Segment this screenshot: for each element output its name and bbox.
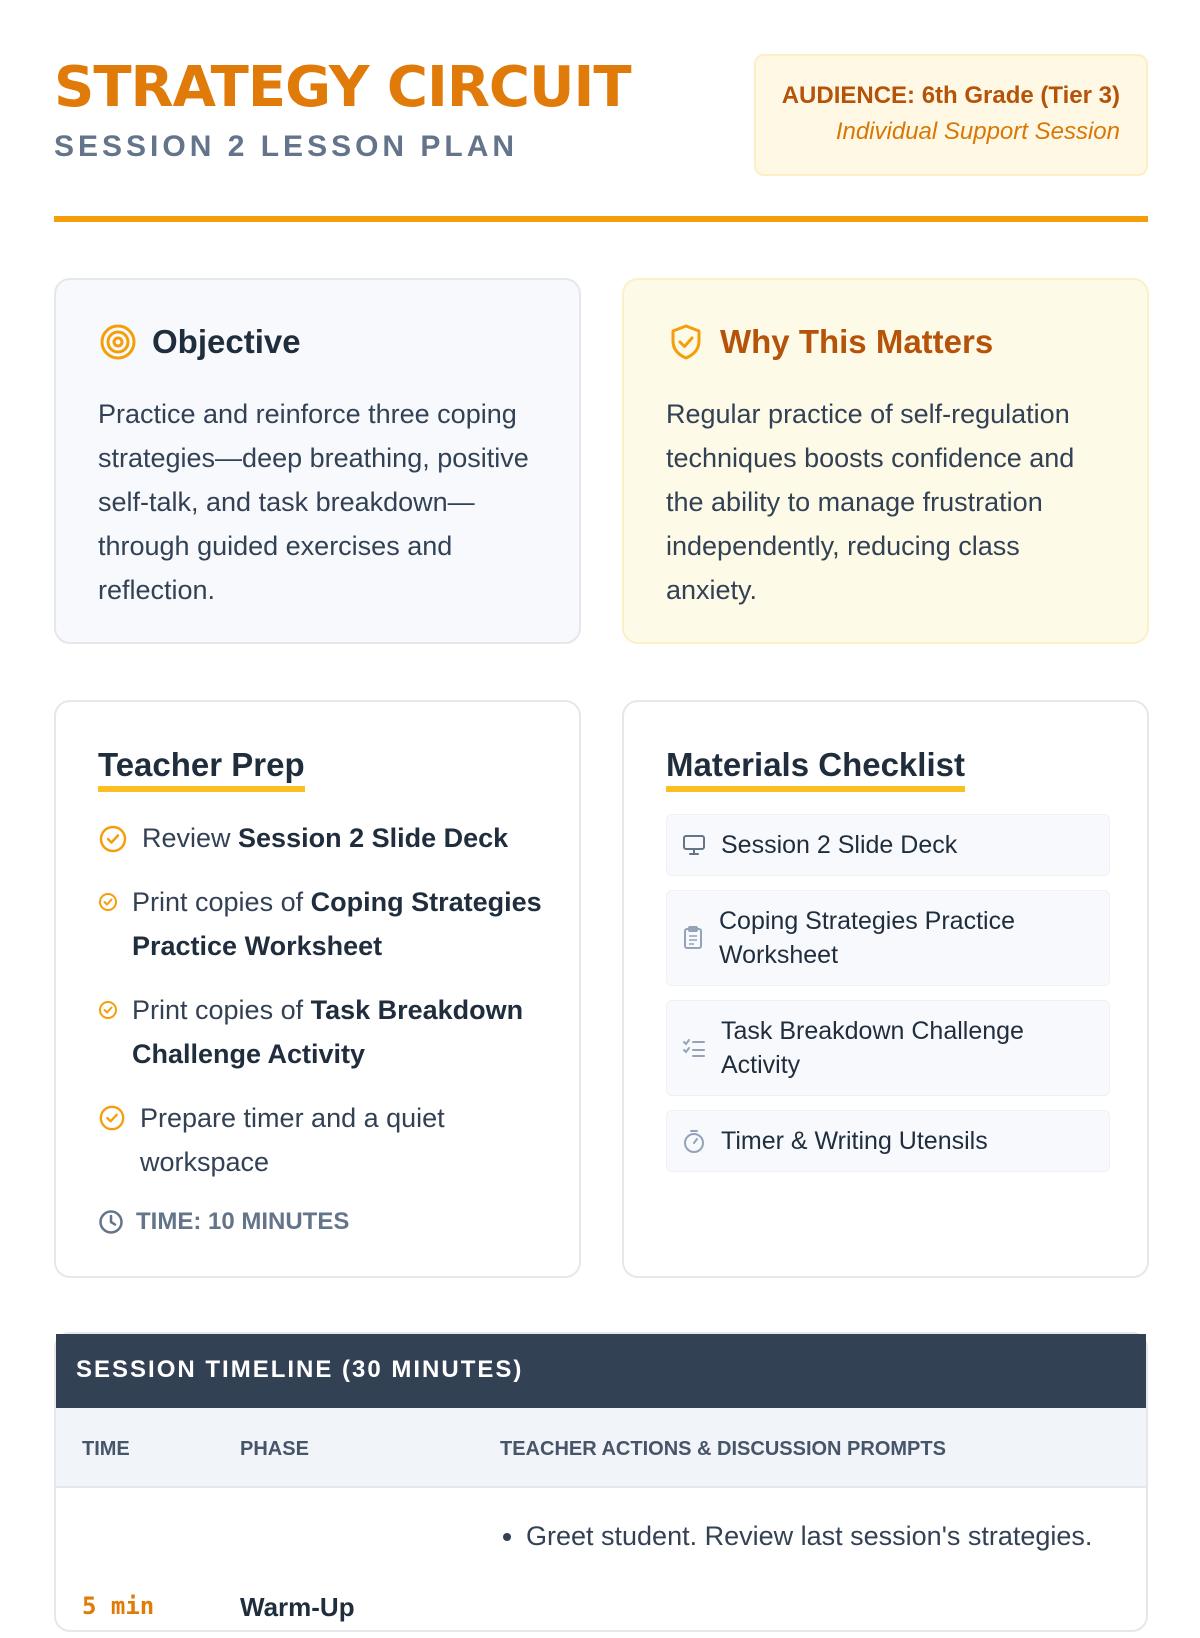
prep-item-text: Print copies of bbox=[132, 887, 311, 917]
timeline-heading: SESSION TIMELINE (30 MINUTES) bbox=[56, 1334, 1146, 1408]
monitor-icon bbox=[681, 832, 707, 858]
row-phase: Warm-Up bbox=[240, 1592, 355, 1622]
page-subtitle: SESSION 2 LESSON PLAN bbox=[54, 130, 519, 163]
objective-text: Practice and reinforce three coping strategies—deep breathing, positive self-talk, and task breakdown—through guided exercises and reflection. bbox=[98, 399, 529, 605]
check-circle-icon bbox=[98, 892, 118, 912]
audience-badge bbox=[754, 54, 1148, 176]
check-circle-icon bbox=[98, 824, 128, 854]
shield-check-icon bbox=[666, 322, 706, 362]
material-label: Session 2 Slide Deck bbox=[721, 831, 958, 859]
material-label: Coping Strategies Practice Worksheet bbox=[719, 907, 1015, 969]
table-row bbox=[56, 1488, 1146, 1638]
timeline-column-headers bbox=[56, 1408, 1146, 1488]
target-icon bbox=[98, 322, 138, 362]
prep-item-bold: Coping Strategies Practice Worksheet bbox=[132, 887, 542, 961]
clock-icon bbox=[98, 1209, 124, 1235]
prep-item-text: Review bbox=[142, 823, 239, 853]
material-item bbox=[666, 1000, 1110, 1096]
material-item bbox=[666, 890, 1110, 986]
audience-label: AUDIENCE: 6th Grade (Tier 3) bbox=[781, 82, 1120, 109]
material-item bbox=[666, 814, 1110, 876]
prep-item-text: Print copies of bbox=[132, 995, 311, 1025]
prep-item-bold: Session 2 Slide Deck bbox=[238, 823, 509, 853]
audience-note: Individual Support Session bbox=[835, 118, 1120, 145]
row-time: 5 min bbox=[82, 1592, 155, 1620]
prep-item bbox=[98, 1096, 548, 1184]
list-check-icon bbox=[681, 1035, 707, 1061]
materials-heading: Materials Checklist bbox=[666, 746, 965, 792]
objective-heading: Objective bbox=[152, 323, 301, 360]
prep-item-text: Prepare timer and a quiet workspace bbox=[140, 1103, 445, 1177]
teacher-prep-heading: Teacher Prep bbox=[98, 746, 305, 792]
session-timeline bbox=[54, 1332, 1148, 1632]
stopwatch-icon bbox=[681, 1128, 707, 1154]
teacher-prep-card bbox=[54, 700, 581, 1278]
why-card bbox=[622, 278, 1149, 644]
column-header-time: TIME bbox=[82, 1438, 130, 1460]
prep-item bbox=[98, 816, 548, 860]
header bbox=[54, 52, 1148, 224]
material-label: Timer & Writing Utensils bbox=[721, 1127, 988, 1155]
materials-list bbox=[666, 814, 1110, 1186]
material-item bbox=[666, 1110, 1110, 1172]
why-heading: Why This Matters bbox=[720, 323, 994, 360]
material-label: Task Breakdown Challenge Activity bbox=[721, 1017, 1024, 1079]
materials-card bbox=[622, 700, 1149, 1278]
column-header-phase: PHASE bbox=[240, 1438, 309, 1460]
prep-item bbox=[98, 880, 548, 968]
check-circle-icon bbox=[98, 1000, 118, 1020]
row-action-item: • Greet student. Review last session's strategies. bbox=[526, 1514, 1100, 1558]
why-text: Regular practice of self-regulation techniques boosts confidence and the ability to manage frustration independently, reducing class anxiety. bbox=[666, 399, 1075, 605]
clipboard-icon bbox=[681, 925, 705, 951]
page-title: STRATEGY CIRCUIT bbox=[54, 55, 631, 120]
prep-item-bold: Task Breakdown Challenge Activity bbox=[132, 995, 524, 1069]
row-actions bbox=[500, 1514, 1100, 1558]
teacher-prep-list bbox=[98, 816, 548, 1204]
header-divider bbox=[54, 216, 1148, 222]
prep-time-label: TIME: 10 MINUTES bbox=[136, 1208, 350, 1235]
objective-card bbox=[54, 278, 581, 644]
prep-item bbox=[98, 988, 548, 1076]
prep-time bbox=[98, 1208, 349, 1236]
column-header-actions: TEACHER ACTIONS & DISCUSSION PROMPTS bbox=[500, 1438, 946, 1460]
check-circle-icon bbox=[98, 1104, 126, 1132]
